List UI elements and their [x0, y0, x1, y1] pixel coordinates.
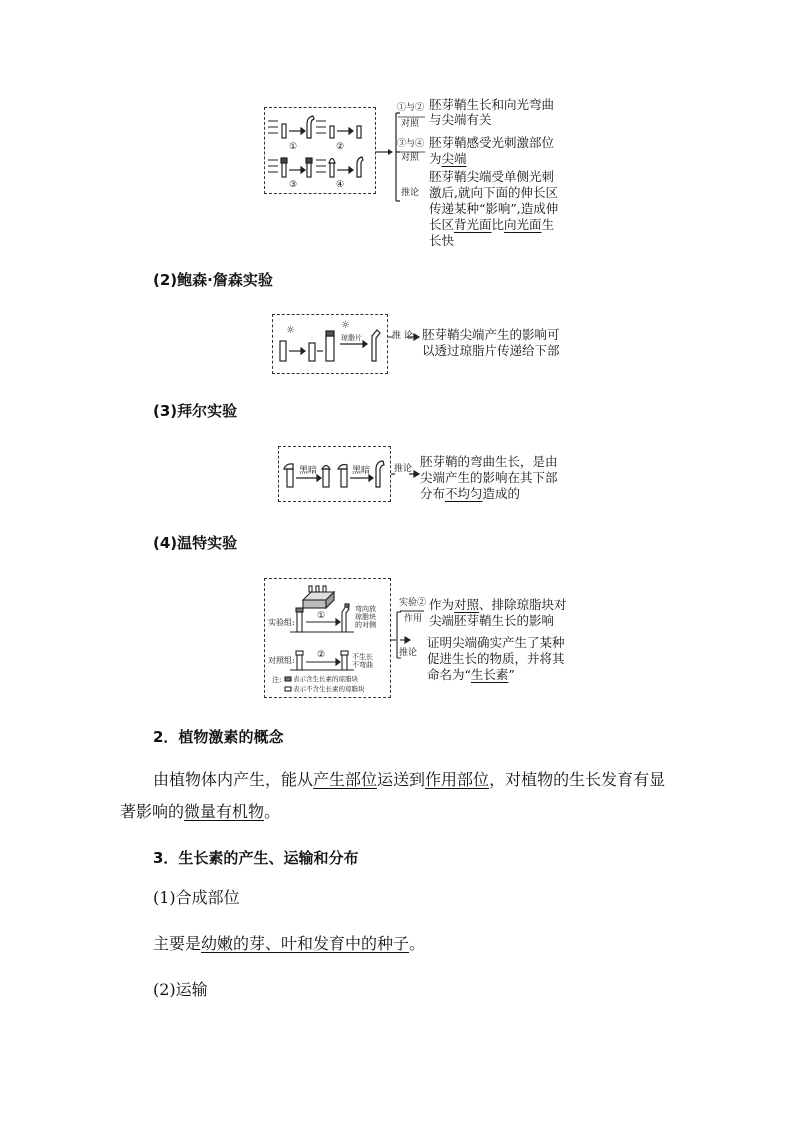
nogrow-text: 不生长 不弯曲 — [352, 653, 373, 669]
bend-text: 弯向放 琼脂块 的对侧 — [355, 605, 376, 629]
note-line1: 表示含生长素的琼脂块 — [293, 675, 358, 683]
role-bottom-label: 作用 — [404, 614, 423, 624]
compare34-bottom: 对照 — [401, 153, 420, 163]
dark-label-1: 黑暗 — [299, 466, 318, 476]
compare12-top: ①与② — [397, 103, 425, 113]
exp1-label-2: ② — [336, 142, 345, 152]
exp1-infer-label: 推论 — [401, 188, 420, 198]
exp1-infer-line3: 传递某种“影响”,造成伸 — [429, 201, 559, 216]
exp1-infer-line4: 长区背光面比向光面生 — [429, 217, 555, 232]
agar-label: 琼脂片 — [341, 334, 362, 342]
exp1-label-3: ③ — [289, 180, 298, 190]
exp1-infer-line1: 胚芽鞘尖端受单侧光刺 — [429, 169, 555, 184]
exp4-infer-label: 推论 — [399, 648, 418, 658]
ctrl-group-label: 对照组: — [268, 656, 295, 665]
auxin-sub1-text: 主要是幼嫩的芽、叶和发育中的种子。 — [153, 934, 426, 953]
exp3-result-line3: 分布不均匀造成的 — [420, 486, 521, 501]
concept-heading: 2．植物激素的概念 — [153, 728, 284, 746]
section-heading-boysen-jensen: (2)鲍森·詹森实验 — [153, 271, 273, 289]
dark-label-2: 黑暗 — [352, 466, 371, 476]
role-line2: 尖端胚芽鞘生长的影响 — [429, 613, 555, 628]
exp2-result-line1: 胚芽鞘尖端产生的影响可 — [422, 327, 560, 342]
exp3-result-line1: 胚芽鞘的弯曲生长，是由 — [420, 454, 558, 469]
note-prefix: 注: — [272, 676, 282, 684]
exp3-infer-label: 推论 — [394, 464, 413, 474]
concept-line1: 由植物体内产生，能从产生部位运送到作用部位，对植物的生长发育有显 — [153, 770, 666, 789]
exp2-infer-label: 推 论 — [392, 331, 413, 341]
note-line2: 表示不含生长素的琼脂块 — [293, 685, 365, 693]
exp1-label-4: ④ — [336, 180, 345, 190]
svg-text:☼: ☼ — [286, 325, 295, 336]
result12-line1: 胚芽鞘生长和向光弯曲 — [429, 97, 555, 112]
exp1-infer-line2: 激后,就向下面的伸长区 — [429, 185, 558, 200]
section-heading-paal: (3)拜尔实验 — [153, 402, 238, 420]
compare34-top: ③与④ — [397, 139, 425, 149]
exp4-infer-line2: 促进生长的物质，并将其 — [427, 651, 565, 666]
role-line1: 作为对照、排除琼脂块对 — [429, 597, 567, 612]
result34-line2: 为尖端 — [429, 151, 467, 166]
exp-group-label: 实验组: — [268, 618, 295, 627]
exp3-result-line2: 尖端产生的影响在其下部 — [420, 470, 558, 485]
auxin-sub1-heading: (1)合成部位 — [153, 888, 240, 907]
svg-text:☼: ☼ — [341, 320, 350, 331]
result34-line1: 胚芽鞘感受光刺激部位 — [429, 135, 555, 150]
step2-label: ② — [317, 650, 326, 660]
exp4-infer-line1: 证明尖端确实产生了某种 — [427, 635, 565, 650]
exp1-label-1: ① — [289, 142, 298, 152]
section-heading-went: (4)温特实验 — [153, 534, 238, 552]
exp4-infer-line3: 命名为“生长素” — [427, 667, 515, 682]
role-top-label: 实验② — [399, 598, 427, 608]
exp1-infer-line5: 长快 — [429, 233, 455, 248]
exp2-result-line2: 以透过琼脂片传递给下部 — [422, 343, 560, 358]
compare12-bottom: 对照 — [401, 119, 420, 129]
concept-line2: 著影响的微量有机物。 — [120, 802, 281, 821]
auxin-heading: 3．生长素的产生、运输和分布 — [153, 849, 359, 867]
result12-line2: 与尖端有关 — [429, 112, 492, 127]
step1-label: ① — [317, 611, 326, 621]
auxin-sub2-heading: (2)运输 — [153, 980, 208, 999]
